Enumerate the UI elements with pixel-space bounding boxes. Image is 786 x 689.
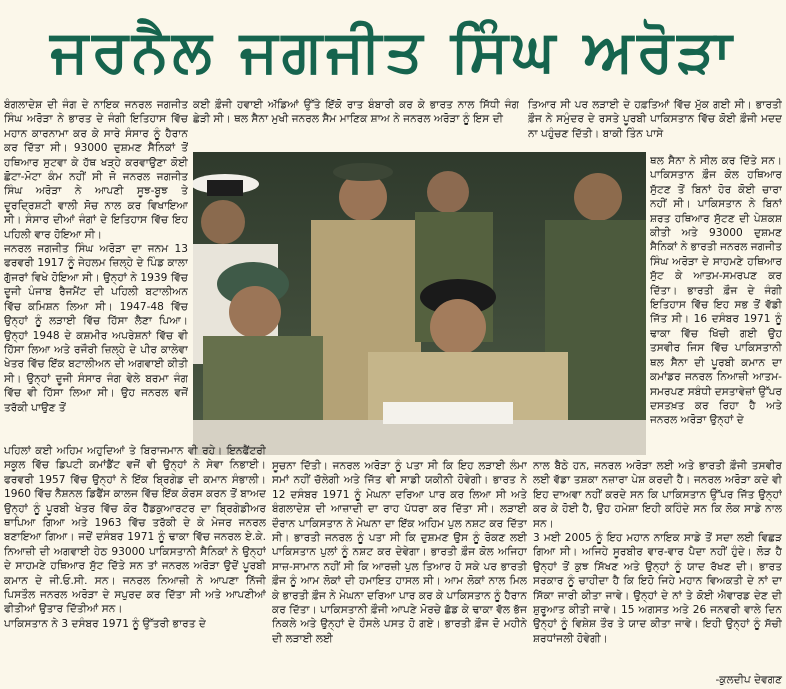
column-left-lower: ਪਹਿਲਾਂ ਕਈ ਅਹਿਮ ਅਹੁਦਿਆਂ ਤੇ ਬਿਰਾਜਮਾਨ ਵੀ ਰਹੇ। ਇਨਫੈਂਟਰੀ ਸਕੂਲ ਵਿੱਚ ਡਿਪਟੀ ਕਮਾਂਡੈਂਟ ਵਜੋਂ ਵੀ ਉਨ੍ਹਾਂ ਨੇ ਸੇਵਾ ਨਿਭਾਈ। ਫਰਵਰੀ 1957 ਵਿੱਚ ਉਨ੍ਹਾਂ ਨੇ ਇੱਕ ਬ੍ਰਿਗੇਡ ਦੀ ਕਮਾਨ ਸੰਭਾਲੀ। 1960 ਵਿੱਚ ਨੈਸ਼ਨਲ ਡਿਫੈਂਸ ਕਾਲਜ ਵਿੱਚ ਇੱਕ ਕੋਰਸ ਕਰਨ ਤੋਂ ਬਾਅਦ ਉਨ੍ਹਾਂ ਨੂੰ ਪੂਰਬੀ ਖੇਤਰ ਵਿੱਚ ਕੋਰ ਹੈੱਡਕੁਆਰਟਰ ਦਾ ਬ੍ਰਿਗੇਡੀਅਰ ਥਾਪਿਆ ਗਿਆ ਅਤੇ 1963 ਵਿੱਚ ਤਰੱਕੀ ਦੇ ਕੇ ਮੇਜਰ ਜਨਰਲ ਬਣਾਇਆ ਗਿਆ। ਜਦੋਂ ਦਸੰਬਰ 1971 ਨੂੰ ਢਾਕਾ ਵਿੱਚ ਜਨਰਲ ਏ.ਕੇ. ਨਿਆਜ਼ੀ ਦੀ ਅਗਵਾਈ ਹੇਠ 93000 ਪਾਕਿਸਤਾਨੀ ਸੈਨਿਕਾਂ ਨੇ ਉਨ੍ਹਾਂ ਦੇ ਸਾਹਮਣੇ ਹਥਿਆਰ ਸੁੱਟ ਦਿੱਤੇ ਸਨ ਤਾਂ ਜਨਰਲ ਅਰੋੜਾ ਉਦੋਂ ਪੂਰਬੀ ਕਮਾਨ ਦੇ ਜੀ.ਓ.ਸੀ. ਸਨ। ਜਨਰਲ ਨਿਆਜ਼ੀ ਨੇ ਆਪਣਾ ਨਿੱਜੀ ਪਿਸਤੌਲ ਜਨਰਲ ਅਰੋੜਾ ਦੇ ਸਪੁਰਦ ਕਰ ਦਿੱਤਾ ਸੀ ਅਤੇ ਆਪਣੀਆਂ ਫੀਤੀਆਂ ਉਤਾਰ ਦਿੱਤੀਆਂ ਸਨ। ਪਾਕਿਸਤਾਨ ਨੇ 3 ਦਸੰਬਰ 1971 ਨੂੰ ਉੱਤਰੀ ਭਾਰਤ ਦੇ	[4, 445, 266, 630]
column-middle-upper: ਕਈ ਫ਼ੌਜੀ ਹਵਾਈ ਅੱਡਿਆਂ ਉੱਤੇ ਇੱਕੋ ਰਾਤ ਬੰਬਾਰੀ ਕਰ ਕੇ ਭਾਰਤ ਨਾਲ ਸਿੱਧੀ ਜੰਗ ਛੇੜੀ ਸੀ। ਥਲ ਸੈਨਾ ਮੁਖੀ ਜਨਰਲ ਸੈਮ ਮਾਣਿਕ ਸ਼ਾਅ ਨੇ ਜਨਰਲ ਅਰੋੜਾ ਨੂੰ ਇਸ ਦੀ	[193, 99, 519, 126]
byline: -ਕੁਲਦੀਪ ਦੇਵਗਣ	[715, 674, 782, 686]
photo-illustration	[193, 152, 646, 455]
column-left-upper: ਬੰਗਲਾਦੇਸ਼ ਦੀ ਜੰਗ ਦੇ ਨਾਇਕ ਜਨਰਲ ਜਗਜੀਤ ਸਿੰਘ ਅਰੋੜਾ ਨੇ ਭਾਰਤ ਦੇ ਜੰਗੀ ਇਤਿਹਾਸ ਵਿੱਚ ਮਹਾਨ ਕਾਰਨਾਮਾ ਕਰ ਕੇ ਸਾਰੇ ਸੰਸਾਰ ਨੂੰ ਹੈਰਾਨ ਕਰ ਦਿੱਤਾ ਸੀ। 93000 ਦੁਸ਼ਮਣ ਸੈਨਿਕਾਂ ਤੋਂ ਹਥਿਆਰ ਸੁਟਵਾ ਕੇ ਹੱਥ ਖੜ੍ਹੇ ਕਰਵਾਉਣਾ ਕੋਈ ਛੋਟਾ-ਮੋਟਾ ਕੰਮ ਨਹੀਂ ਸੀ ਜੋ ਜਨਰਲ ਜਗਜੀਤ ਸਿੰਘ ਅਰੋੜਾ ਨੇ ਆਪਣੀ ਸੂਝ-ਬੂਝ ਤੇ ਦੂਰਦ੍ਰਿਸ਼ਟੀ ਵਾਲੀ ਸੋਚ ਨਾਲ ਕਰ ਵਿਖਾਇਆ ਸੀ। ਸੰਸਾਰ ਦੀਆਂ ਜੰਗਾਂ ਦੇ ਇਤਿਹਾਸ ਵਿੱਚ ਇਹ ਪਹਿਲੀ ਵਾਰ ਹੋਇਆ ਸੀ। ਜਨਰਲ ਜਗਜੀਤ ਸਿੰਘ ਅਰੋੜਾ ਦਾ ਜਨਮ 13 ਫਰਵਰੀ 1917 ਨੂੰ ਜੇਹਲਮ ਜ਼ਿਲ੍ਹੇ ਦੇ ਪਿੰਡ ਕਾਲਾ ਗੁੱਜਰਾਂ ਵਿਖੇ ਹੋਇਆ ਸੀ। ਉਨ੍ਹਾਂ ਨੇ 1939 ਵਿੱਚ ਦੂਜੀ ਪੰਜਾਬ ਰੈਜਮੈਂਟ ਦੀ ਪਹਿਲੀ ਬਟਾਲੀਅਨ ਵਿੱਚ ਕਮਿਸ਼ਨ ਲਿਆ ਸੀ। 1947-48 ਵਿੱਚ ਉਨ੍ਹਾਂ ਨੂੰ ਲੜਾਈ ਵਿੱਚ ਹਿੱਸਾ ਲੈਣਾ ਪਿਆ। ਉਨ੍ਹਾਂ 1948 ਦੇ ਕਸ਼ਮੀਰ ਅਪਰੇਸ਼ਨਾਂ ਵਿੱਚ ਵੀ ਹਿੱਸਾ ਲਿਆ ਅਤੇ ਰਜੌਰੀ ਜ਼ਿਲ੍ਹੇ ਦੇ ਪੀਰ ਕਾਲੇਵਾ ਖੇਤਰ ਵਿੱਚ ਇੱਕ ਬਟਾਲੀਅਨ ਦੀ ਅਗਵਾਈ ਕੀਤੀ ਸੀ। ਉਨ੍ਹਾਂ ਦੂਜੀ ਸੰਸਾਰ ਜੰਗ ਵੇਲੇ ਬਰਮਾ ਜੰਗ ਵਿੱਚ ਵੀ ਹਿੱਸਾ ਲਿਆ ਸੀ। ਉਹ ਜਨਰਲ ਵਜੋਂ ਤਰੱਕੀ ਪਾਉਣ ਤੋਂ	[4, 99, 188, 414]
column-right-mid: ਥਲ ਸੈਨਾ ਨੇ ਸੀਲ ਕਰ ਦਿੱਤੇ ਸਨ। ਪਾਕਿਸਤਾਨ ਫ਼ੌਜ ਕੋਲ ਹਥਿਆਰ ਸੁੱਟਣ ਤੋਂ ਬਿਨਾਂ ਹੋਰ ਕੋਈ ਚਾਰਾ ਨਹੀਂ ਸੀ। ਪਾਕਿਸਤਾਨ ਨੇ ਬਿਨਾਂ ਸ਼ਰਤ ਹਥਿਆਰ ਸੁੱਟਣ ਦੀ ਪੇਸ਼ਕਸ਼ ਕੀਤੀ ਅਤੇ 93000 ਦੁਸ਼ਮਣ ਸੈਨਿਕਾਂ ਨੇ ਭਾਰਤੀ ਜਨਰਲ ਜਗਜੀਤ ਸਿੰਘ ਅਰੋੜਾ ਦੇ ਸਾਹਮਣੇ ਹਥਿਆਰ ਸੁੱਟ ਕੇ ਆਤਮ-ਸਮਰਪਣ ਕਰ ਦਿੱਤਾ। ਭਾਰਤੀ ਫ਼ੌਜ ਦੇ ਜੰਗੀ ਇਤਿਹਾਸ ਵਿੱਚ ਇਹ ਸਭ ਤੋਂ ਵੱਡੀ ਜਿੱਤ ਸੀ। 16 ਦਸੰਬਰ 1971 ਨੂੰ ਢਾਕਾ ਵਿੱਚ ਖਿੱਚੀ ਗਈ ਉਹ ਤਸਵੀਰ ਜਿਸ ਵਿੱਚ ਪਾਕਿਸਤਾਨੀ ਥਲ ਸੈਨਾ ਦੀ ਪੂਰਬੀ ਕਮਾਨ ਦਾ ਕਮਾਂਡਰ ਜਨਰਲ ਨਿਆਜ਼ੀ ਆਤਮ-ਸਮਰਪਣ ਸਬੰਧੀ ਦਸਤਾਵੇਜ਼ਾਂ ਉੱਪਰ ਦਸਤਖ਼ਤ ਕਰ ਰਿਹਾ ਹੈ ਅਤੇ ਜਨਰਲ ਅਰੋੜਾ ਉਨ੍ਹਾਂ ਦੇ	[650, 155, 782, 427]
column-middle-lower: ਸੂਚਨਾ ਦਿੱਤੀ। ਜਨਰਲ ਅਰੋੜਾ ਨੂੰ ਪਤਾ ਸੀ ਕਿ ਇਹ ਲੜਾਈ ਲੰਮਾ ਸਮਾਂ ਨਹੀਂ ਚੱਲੇਗੀ ਅਤੇ ਜਿੱਤ ਵੀ ਸਾਡੀ ਯਕੀਨੀ ਹੋਵੇਗੀ। ਭਾਰਤ ਨੇ 12 ਦਸੰਬਰ 1971 ਨੂੰ ਮੇਘਨਾ ਦਰਿਆ ਪਾਰ ਕਰ ਲਿਆ ਸੀ ਅਤੇ ਬੰਗਲਾਦੇਸ਼ ਦੀ ਆਜ਼ਾਦੀ ਦਾ ਰਾਹ ਪੱਧਰਾ ਕਰ ਦਿੱਤਾ ਸੀ। ਲੜਾਈ ਦੌਰਾਨ ਪਾਕਿਸਤਾਨ ਨੇ ਮੇਘਨਾ ਦਾ ਇੱਕ ਅਹਿਮ ਪੁਲ ਨਸ਼ਟ ਕਰ ਦਿੱਤਾ ਸੀ। ਭਾਰਤੀ ਜਨਰਲ ਨੂੰ ਪਤਾ ਸੀ ਕਿ ਦੁਸ਼ਮਣ ਉਸ ਨੂੰ ਰੋਕਣ ਲਈ ਪਾਕਿਸਤਾਨ ਪੁਲਾਂ ਨੂੰ ਨਸ਼ਟ ਕਰ ਦੇਵੇਗਾ। ਭਾਰਤੀ ਫ਼ੌਜ ਕੋਲ ਅਜਿਹਾ ਸਾਜ਼-ਸਾਮਾਨ ਨਹੀਂ ਸੀ ਕਿ ਆਰਜ਼ੀ ਪੁਲ ਤਿਆਰ ਹੋ ਸਕੇ ਪਰ ਭਾਰਤੀ ਫ਼ੌਜ ਨੂੰ ਆਮ ਲੋਕਾਂ ਦੀ ਹਮਾਇਤ ਹਾਸਲ ਸੀ। ਆਮ ਲੋਕਾਂ ਨਾਲ ਮਿਲ ਕੇ ਭਾਰਤੀ ਫ਼ੌਜ ਨੇ ਮੇਘਨਾ ਦਰਿਆ ਪਾਰ ਕਰ ਕੇ ਪਾਕਿਸਤਾਨ ਨੂੰ ਹੈਰਾਨ ਕਰ ਦਿੱਤਾ। ਪਾਕਿਸਤਾਨੀ ਫ਼ੌਜੀ ਆਪਣੇ ਮੋਰਚੇ ਛੱਡ ਕੇ ਢਾਕਾ ਵੱਲ ਭੱਜ ਨਿਕਲੇ ਅਤੇ ਉਨ੍ਹਾਂ ਦੇ ਹੌਸਲੇ ਪਸਤ ਹੋ ਗਏ। ਭਾਰਤੀ ਫ਼ੌਜ ਦੋ ਮਹੀਨੇ ਦੀ ਲੜਾਈ ਲਈ	[272, 460, 527, 645]
column-right-upper: ਤਿਆਰ ਸੀ ਪਰ ਲੜਾਈ ਦੇ ਹਫ਼ਤਿਆਂ ਵਿੱਚ ਮੁੱਕ ਗਈ ਸੀ। ਭਾਰਤੀ ਫ਼ੌਜ ਨੇ ਸਮੁੰਦਰ ਦੇ ਰਸਤੇ ਪੂਰਬੀ ਪਾਕਿਸਤਾਨ ਵਿੱਚ ਕੋਈ ਫ਼ੌਜੀ ਮਦਦ ਨਾ ਪਹੁੰਚਣ ਦਿੱਤੀ। ਬਾਕੀ ਤਿੰਨ ਪਾਸੇ	[528, 99, 782, 140]
headline: ਜਰਨੈਲ ਜਗਜੀਤ ਸਿੰਘ ਅਰੋੜਾ	[50, 16, 736, 85]
column-right-lower: ਨਾਲ ਬੈਠੇ ਹਨ, ਜਨਰਲ ਅਰੋੜਾ ਲਈ ਅਤੇ ਭਾਰਤੀ ਫ਼ੌਜੀ ਤਸਵੀਰ ਲਈ ਵੱਡਾ ਤਸ਼ਕਾ ਨਜ਼ਾਰਾ ਪੇਸ਼ ਕਰਦੀ ਹੈ। ਜਨਰਲ ਅਰੋੜਾ ਕਦੇ ਵੀ ਇਹ ਦਾਅਵਾ ਨਹੀਂ ਕਰਦੇ ਸਨ ਕਿ ਪਾਕਿਸਤਾਨ ਉੱਪਰ ਜਿੱਤ ਉਨ੍ਹਾਂ ਕਰ ਕੇ ਹੋਈ ਹੈ, ਉਹ ਹਮੇਸ਼ਾ ਇਹੀ ਕਹਿੰਦੇ ਸਨ ਕਿ ਲੋਕ ਸਾਡੇ ਨਾਲ ਸਨ। 3 ਮਈ 2005 ਨੂੰ ਇਹ ਮਹਾਨ ਨਾਇਕ ਸਾਡੇ ਤੋਂ ਸਦਾ ਲਈ ਵਿਛੜ ਗਿਆ ਸੀ। ਅਜਿਹੇ ਸੂਰਬੀਰ ਵਾਰ-ਵਾਰ ਪੈਦਾ ਨਹੀਂ ਹੁੰਦੇ। ਲੋੜ ਹੈ ਉਨ੍ਹਾਂ ਤੋਂ ਕੁਝ ਸਿੱਖਣ ਅਤੇ ਉਨ੍ਹਾਂ ਨੂੰ ਯਾਦ ਰੱਖਣ ਦੀ। ਭਾਰਤ ਸਰਕਾਰ ਨੂੰ ਚਾਹੀਦਾ ਹੈ ਕਿ ਇਹੋ ਜਿਹੇ ਮਹਾਨ ਵਿਅਕਤੀ ਦੇ ਨਾਂ ਦਾ ਸਿੱਕਾ ਜਾਰੀ ਕੀਤਾ ਜਾਵੇ। ਉਨ੍ਹਾਂ ਦੇ ਨਾਂ ਤੇ ਕੋਈ ਐਵਾਰਡ ਦੇਣ ਦੀ ਸ਼ੁਰੂਆਤ ਕੀਤੀ ਜਾਵੇ। 15 ਅਗਸਤ ਅਤੇ 26 ਜਨਵਰੀ ਵਾਲੇ ਦਿਨ ਉਨ੍ਹਾਂ ਨੂੰ ਵਿਸ਼ੇਸ਼ ਤੌਰ ਤੇ ਯਾਦ ਕੀਤਾ ਜਾਵੇ। ਇਹੀ ਉਨ੍ਹਾਂ ਨੂੰ ਸੱਚੀ ਸ਼ਰਧਾਂਜਲੀ ਹੋਵੇਗੀ।	[533, 460, 782, 645]
surrender-signing-photo	[193, 152, 646, 455]
